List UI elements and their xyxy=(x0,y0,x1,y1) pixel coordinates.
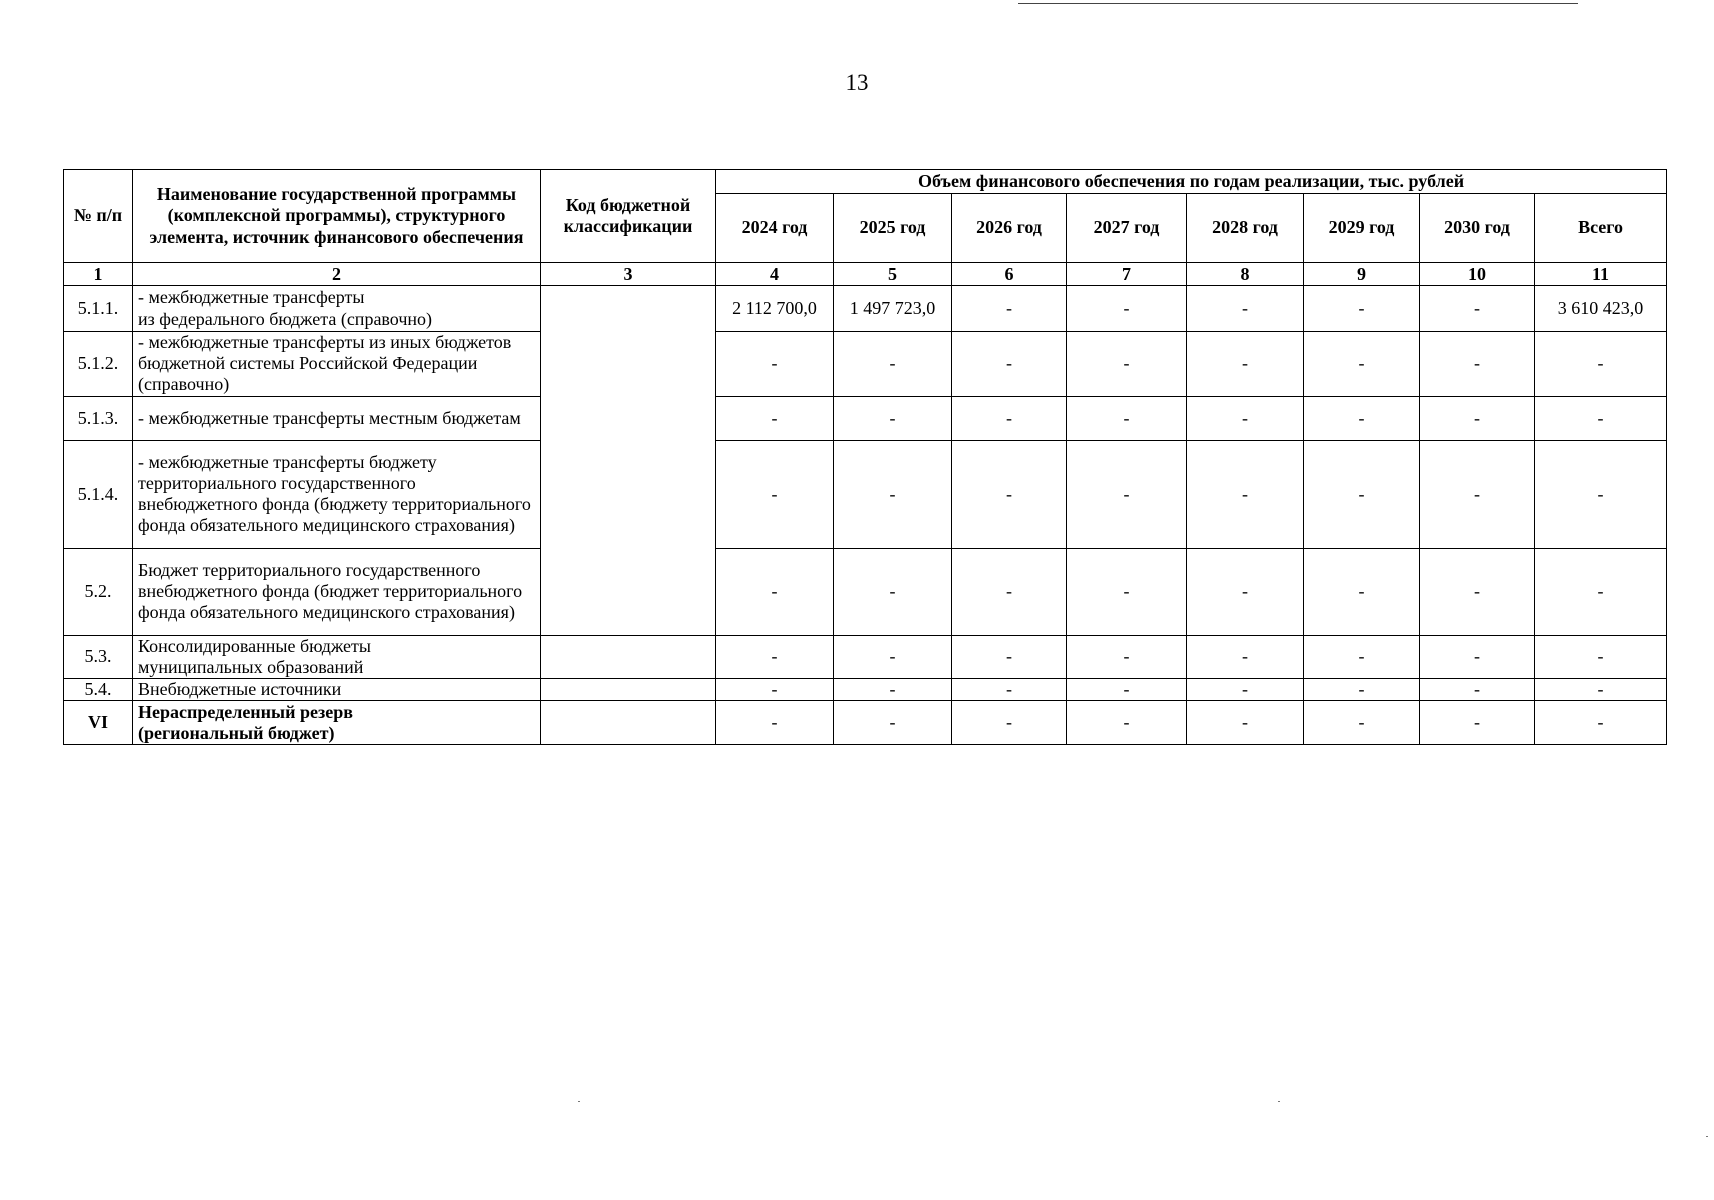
row-value: - xyxy=(952,332,1067,397)
row-value: - xyxy=(834,396,952,440)
row-number: 5.1.1. xyxy=(64,286,133,332)
row-value: - xyxy=(1067,440,1187,548)
row-name: - межбюджетные трансферты из федерального бюджета (справочно) xyxy=(133,286,541,332)
row-value: - xyxy=(1420,701,1535,745)
header-year: 2025 год xyxy=(834,194,952,263)
row-value: - xyxy=(1420,635,1535,678)
header-year: 2029 год xyxy=(1304,194,1420,263)
column-number: 1 xyxy=(64,263,133,286)
table-header xyxy=(64,170,1667,286)
row-value: - xyxy=(716,635,834,678)
row-name: - межбюджетные трансферты местным бюджетам xyxy=(133,396,541,440)
row-value: - xyxy=(1420,332,1535,397)
top-rule xyxy=(1018,3,1578,4)
column-number: 3 xyxy=(541,263,716,286)
row-value: 2 112 700,0 xyxy=(716,286,834,332)
row-value: - xyxy=(1067,679,1187,701)
row-value: - xyxy=(952,635,1067,678)
row-number: 5.1.2. xyxy=(64,332,133,397)
row-value: - xyxy=(1067,701,1187,745)
row-value: - xyxy=(1420,440,1535,548)
row-value: - xyxy=(716,679,834,701)
row-value: - xyxy=(1304,396,1420,440)
table-row xyxy=(64,396,1667,440)
row-number: 5.3. xyxy=(64,635,133,678)
row-value: 1 497 723,0 xyxy=(834,286,952,332)
row-number: 5.1.3. xyxy=(64,396,133,440)
header-year: 2030 год xyxy=(1420,194,1535,263)
row-value: - xyxy=(1420,679,1535,701)
header-year: 2028 год xyxy=(1187,194,1304,263)
scan-speck xyxy=(1706,1136,1708,1137)
column-number: 5 xyxy=(834,263,952,286)
column-number: 8 xyxy=(1187,263,1304,286)
row-value: - xyxy=(1535,396,1667,440)
scan-speck xyxy=(1278,1101,1280,1102)
table-row xyxy=(64,548,1667,635)
row-value: - xyxy=(952,396,1067,440)
row-value: - xyxy=(1187,701,1304,745)
row-value: - xyxy=(1067,548,1187,635)
row-value: - xyxy=(834,679,952,701)
row-value: - xyxy=(1187,679,1304,701)
header-year: 2026 год xyxy=(952,194,1067,263)
row-value: - xyxy=(834,332,952,397)
row-value: - xyxy=(716,701,834,745)
row-value: - xyxy=(716,332,834,397)
header-year: 2027 год xyxy=(1067,194,1187,263)
row-name: Бюджет территориального государственного внебюджетного фонда (бюджет территориального фонда обязательного медицинского страхования) xyxy=(133,548,541,635)
row-value: - xyxy=(1067,332,1187,397)
row-code xyxy=(541,701,716,745)
row-value: - xyxy=(716,440,834,548)
header-num: № п/п xyxy=(64,170,133,263)
row-value: - xyxy=(1304,286,1420,332)
table-row xyxy=(64,286,1667,332)
row-value: - xyxy=(716,548,834,635)
row-value: - xyxy=(1535,701,1667,745)
row-value: - xyxy=(1187,286,1304,332)
row-value: - xyxy=(952,286,1067,332)
column-number: 10 xyxy=(1420,263,1535,286)
row-value: - xyxy=(716,396,834,440)
row-number: 5.1.4. xyxy=(64,440,133,548)
row-value: - xyxy=(1304,440,1420,548)
table-body xyxy=(64,286,1667,745)
row-value: - xyxy=(1304,548,1420,635)
row-value: - xyxy=(834,548,952,635)
row-value: - xyxy=(1304,635,1420,678)
row-value: - xyxy=(1067,286,1187,332)
row-value: - xyxy=(1535,679,1667,701)
row-value: - xyxy=(1304,332,1420,397)
row-value: - xyxy=(952,548,1067,635)
column-number: 2 xyxy=(133,263,541,286)
column-number: 11 xyxy=(1535,263,1667,286)
row-value: - xyxy=(1420,286,1535,332)
table-row xyxy=(64,679,1667,701)
row-value: - xyxy=(1187,635,1304,678)
row-number: 5.2. xyxy=(64,548,133,635)
table-row xyxy=(64,332,1667,397)
row-value: - xyxy=(952,701,1067,745)
table-row xyxy=(64,701,1667,745)
row-value: - xyxy=(834,635,952,678)
row-value: - xyxy=(1304,701,1420,745)
row-value: - xyxy=(1304,679,1420,701)
row-value: - xyxy=(1535,548,1667,635)
row-code xyxy=(541,635,716,678)
row-value: - xyxy=(1187,440,1304,548)
table-row xyxy=(64,635,1667,678)
row-name: - межбюджетные трансферты бюджету территориального государственного внебюджетного фонда (бюджету территориального фонда обязательного медицинского страхования) xyxy=(133,440,541,548)
header-volume: Объем финансового обеспечения по годам реализации, тыс. рублей xyxy=(716,170,1667,194)
page-number: 13 xyxy=(845,70,869,95)
row-name: Нераспределенный резерв (региональный бюджет) xyxy=(133,701,541,745)
column-number: 6 xyxy=(952,263,1067,286)
scan-speck xyxy=(578,1101,580,1102)
row-value: - xyxy=(1187,396,1304,440)
column-number-row xyxy=(64,263,1667,286)
column-number: 9 xyxy=(1304,263,1420,286)
row-value: - xyxy=(952,440,1067,548)
table-row xyxy=(64,440,1667,548)
row-value: - xyxy=(834,701,952,745)
row-name: Консолидированные бюджеты муниципальных образований xyxy=(133,635,541,678)
row-value: - xyxy=(834,440,952,548)
column-number: 4 xyxy=(716,263,834,286)
row-value: - xyxy=(1535,635,1667,678)
header-total: Всего xyxy=(1535,194,1667,263)
row-name: Внебюджетные источники xyxy=(133,679,541,701)
row-value: - xyxy=(1420,548,1535,635)
row-value: - xyxy=(1187,332,1304,397)
row-number: VI xyxy=(64,701,133,745)
row-value: - xyxy=(952,679,1067,701)
header-name: Наименование государственной программы (комплексной программы), структурного элемента, источник финансового обеспечения xyxy=(133,170,541,263)
row-code xyxy=(541,286,716,636)
row-value: - xyxy=(1067,635,1187,678)
row-value: - xyxy=(1187,548,1304,635)
row-value: - xyxy=(1535,440,1667,548)
header-code: Код бюджетной классификации xyxy=(541,170,716,263)
column-number: 7 xyxy=(1067,263,1187,286)
row-value: - xyxy=(1067,396,1187,440)
budget-table xyxy=(63,169,1667,745)
row-value: 3 610 423,0 xyxy=(1535,286,1667,332)
row-number: 5.4. xyxy=(64,679,133,701)
row-name: - межбюджетные трансферты из иных бюджетов бюджетной системы Российской Федерации (справочно) xyxy=(133,332,541,397)
row-value: - xyxy=(1420,396,1535,440)
row-value: - xyxy=(1535,332,1667,397)
row-code xyxy=(541,679,716,701)
header-year: 2024 год xyxy=(716,194,834,263)
